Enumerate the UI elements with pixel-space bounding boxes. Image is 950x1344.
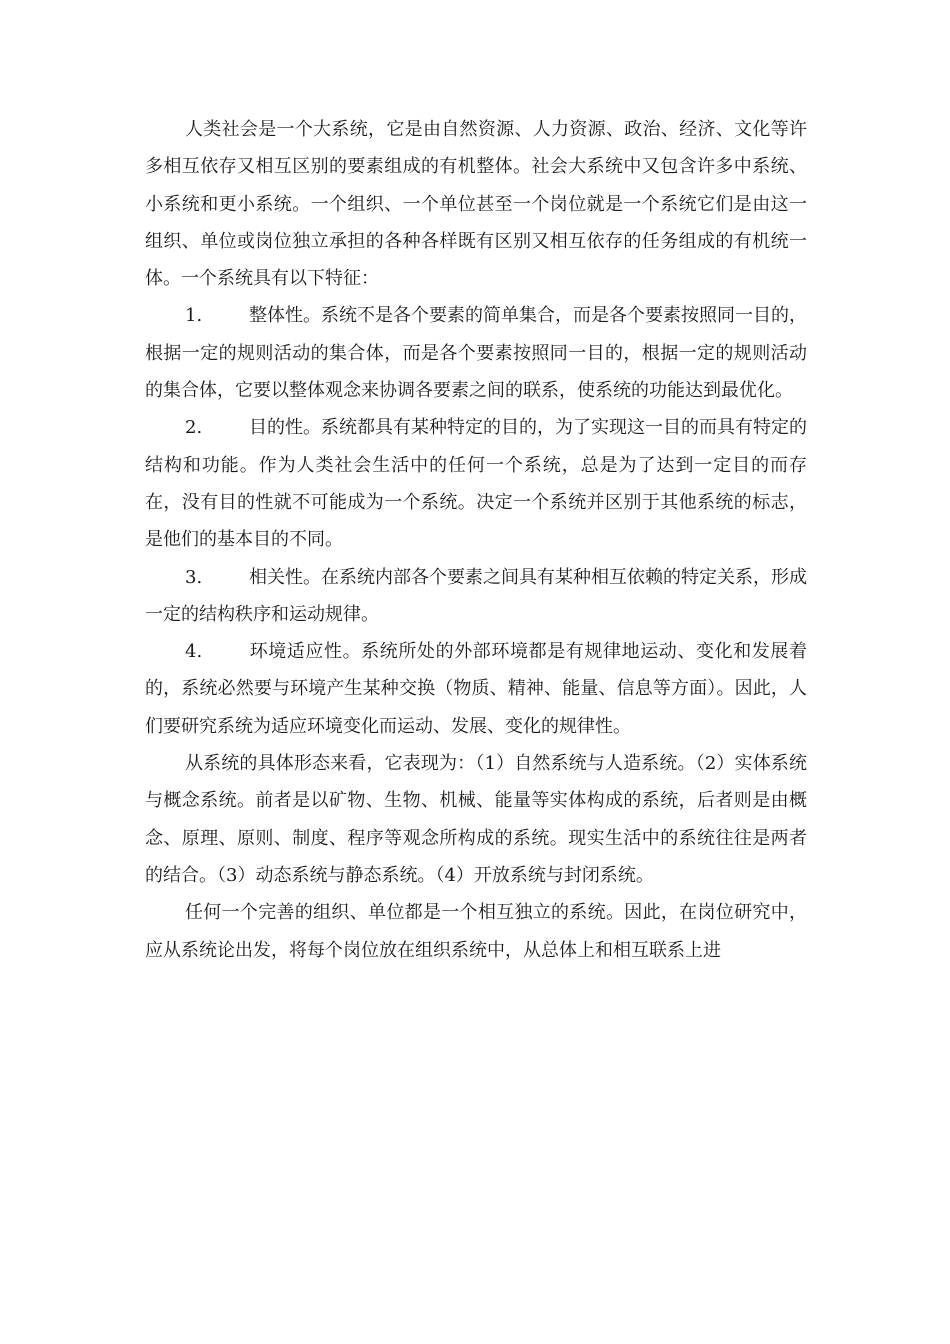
list-item-text: 整体性。系统不是各个要素的简单集合，而是各个要素按照同一目的，根据一定的规则活动的集合体，而是各个要素按照同一目的，根据一定的规则活动的集合体，它要以整体观念来协调各要素之间的联系，使系统的功能达到最优化。 <box>145 305 807 402</box>
paragraph-text: 任何一个完善的组织、单位都是一个相互独立的系统。因此，在岗位研究中，应从系统论出发，将每个岗位放在组织系统中，从总体上和相互联系上进 <box>145 902 807 961</box>
paragraph-intro <box>145 111 807 297</box>
list-number: 1. <box>185 305 203 327</box>
list-item-purpose <box>145 409 807 558</box>
list-item-adaptability <box>145 633 807 745</box>
list-item-wholeness <box>145 297 807 409</box>
document-body <box>145 111 807 969</box>
list-number: 2. <box>185 417 203 439</box>
paragraph-conclusion <box>145 894 807 969</box>
list-item-relevance <box>145 559 807 634</box>
list-item-text: 相关性。在系统内部各个要素之间具有某种相互依赖的特定关系，形成一定的结构秩序和运动规律。 <box>145 566 807 625</box>
list-item-text: 环境适应性。系统所处的外部环境都是有规律地运动、变化和发展着的，系统必然要与环境产生某种交换（物质、精神、能量、信息等方面）。因此，人们要研究系统为适应环境变化而运动、发展、变化的规律性。 <box>145 641 807 737</box>
paragraph-text: 从系统的具体形态来看，它表现为：（1）自然系统与人造系统。（2）实体系统与概念系统。前者是以矿物、生物、机械、能量等实体构成的系统，后者则是由概念、原理、原则、制度、程序等观念所构成的系统。现实生活中的系统往往是两者的结合。（3）动态系统与静态系统。（4）开放系统与封闭系统。 <box>145 753 807 886</box>
list-number: 3. <box>185 566 203 588</box>
paragraph-system-forms <box>145 745 807 894</box>
paragraph-text: 人类社会是一个大系统，它是由自然资源、人力资源、政治、经济、文化等许多相互依存又相互区别的要素组成的有机整体。社会大系统中又包含许多中系统、小系统和更小系统。一个组织、一个单位甚至一个岗位就是一个系统它们是由这一组织、单位或岗位独立承担的各种各样既有区别又相互依存的任务组成的有机统一体。一个系统具有以下特征： <box>145 119 807 290</box>
list-number: 4. <box>185 641 203 663</box>
list-item-text: 目的性。系统都具有某种特定的目的，为了实现这一目的而具有特定的结构和功能。作为人类社会生活中的任何一个系统，总是为了达到一定目的而存在，没有目的性就不可能成为一个系统。决定一个系统并区别于其他系统的标志，是他们的基本目的不同。 <box>145 417 807 551</box>
